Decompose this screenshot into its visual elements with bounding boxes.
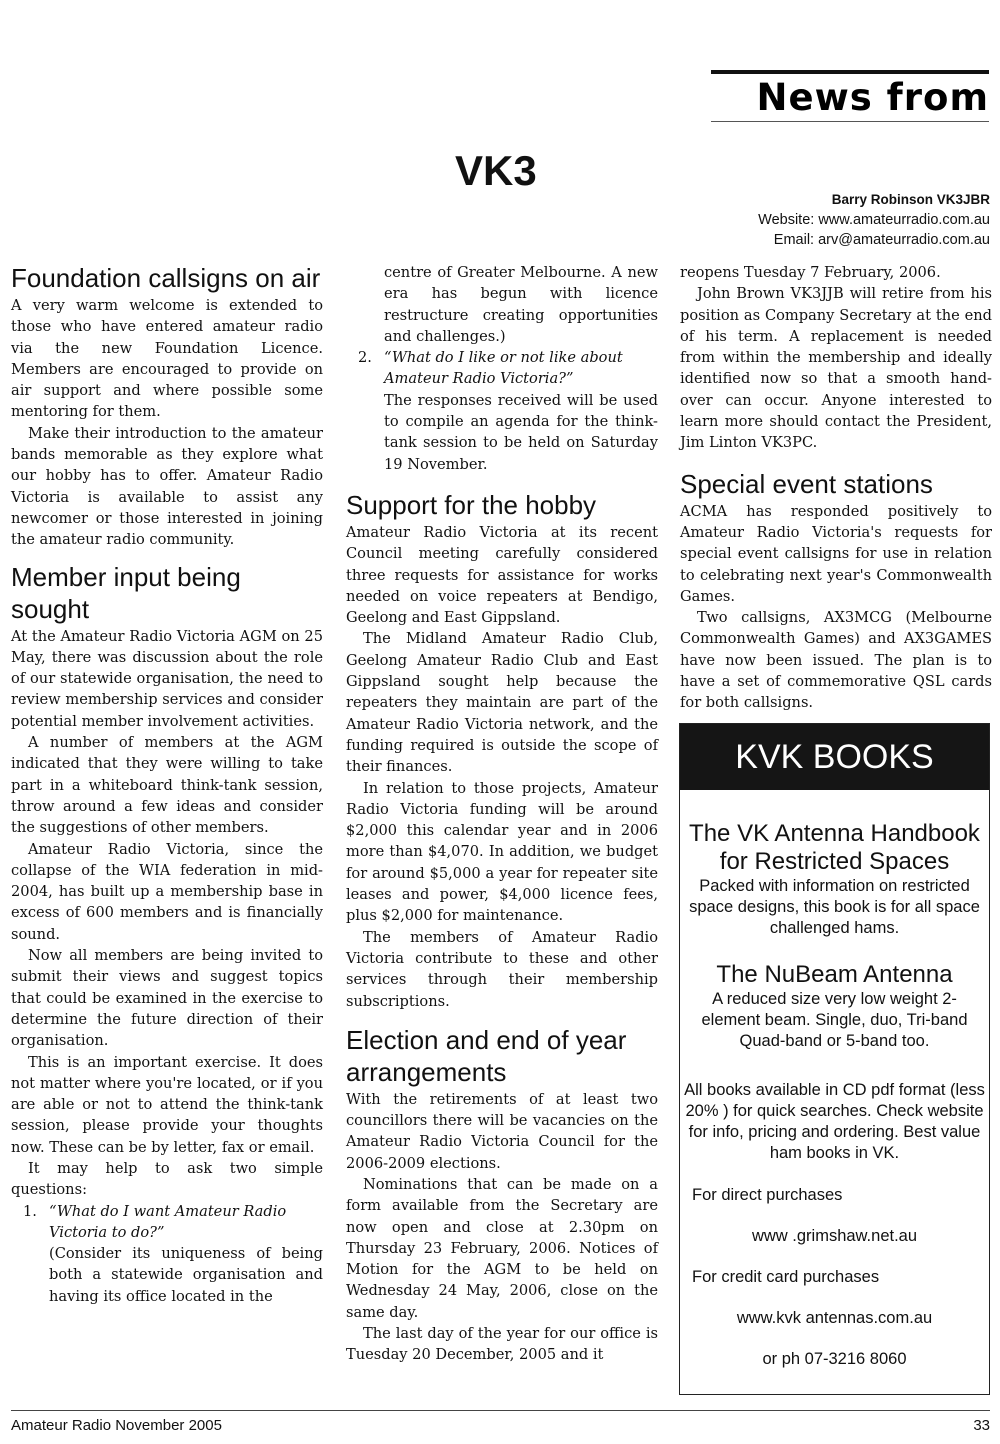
paragraph: This is an important exercise. It does not matter where you're located, or if you are able or not to attend the think-tank session, please provide your thoughts now. These can be by letter, fax or email.	[11, 1053, 323, 1156]
section-title: VK3	[455, 147, 537, 194]
paragraph: The members of Amateur Radio Victoria contribute to these and other services through their membership subscriptions.	[346, 928, 658, 1010]
column-2	[346, 262, 658, 1366]
column-1	[11, 262, 323, 1307]
ad-note: All books available in CD pdf format (less 20% ) for quick searches. Check website for info, pricing and ordering. Best value ham books in VK.	[684, 1081, 985, 1162]
ad-phone: or ph 07-3216 8060	[762, 1350, 907, 1368]
byline-email: Email: arv@amateurradio.com.au	[773, 232, 990, 248]
paragraph: A number of members at the AGM indicated that they were willing to take part in a whiteboard think-tank session, throw around a few ideas and consider the suggestions of other members.	[11, 734, 323, 837]
paragraph-continued: centre of Greater Melbourne. A new era has begun with licence restructure creating opportunities and challenges.)	[384, 264, 658, 345]
footer-publication: Amateur Radio November 2005	[11, 1417, 222, 1434]
ad-credit-url: www.kvk antennas.com.au	[736, 1309, 933, 1327]
paragraph: ACMA has responded positively to Amateur Radio Victoria's requests for special event callsigns for use in relation to celebrating next year's Commonwealth Games.	[680, 502, 992, 605]
heading-foundation-callsigns: Foundation callsigns on air	[11, 263, 321, 293]
question-text: “What do I like or not like about Amateur Radio Victoria?”	[384, 349, 623, 388]
question-note: (Consider its uniqueness of being both a statewide organisation and having its office located in the	[49, 1245, 323, 1305]
paragraph: Amateur Radio Victoria, since the collapse of the WIA federation in mid-2004, has built up a membership base in excess of 600 members and is financially sound.	[11, 840, 323, 943]
kvk-books-ad	[679, 723, 990, 1395]
paragraph: Two callsigns, AX3MCG (Melbourne Commonwealth Games) and AX3GAMES have now been issued. The plan is to have a set of commemorative QSL cards for both callsigns.	[680, 609, 992, 712]
paragraph: A very warm welcome is extended to those who have entered amateur radio via the new Foundation Licence. Members are encouraged to provide on air support and where possible some mentoring for them.	[11, 297, 323, 421]
page-footer	[11, 1410, 990, 1434]
paragraph: The last day of the year for our office is Tuesday 20 December, 2005 and it	[346, 1325, 658, 1364]
paragraph: In relation to those projects, Amateur Radio Victoria funding will be around $2,000 this calendar year and in 2006 more than $4,070. In addition, we budget for around $5,000 a year for repeater site leases and power, $4,000 licence fees, plus $2,000 for maintenance.	[346, 779, 658, 925]
paragraph: It may help to ask two simple questions:	[11, 1159, 323, 1199]
paragraph: Now all members are being invited to submit their views and suggest topics that could be examined in the exercise to determine the future direction of their organisation.	[11, 947, 323, 1050]
column-3	[680, 262, 992, 714]
ad-credit-label: For credit card purchases	[692, 1268, 880, 1286]
ad-book-1-title: The VK Antenna Handbook for Restricted Spaces	[689, 820, 980, 875]
masthead	[711, 70, 989, 122]
ad-book-1-description: Packed with information on restricted space designs, this book is for all space challenged hams.	[689, 877, 980, 937]
question-number: 1.	[23, 1202, 37, 1220]
byline	[758, 190, 990, 250]
ad-header: KVK BOOKS	[680, 724, 989, 790]
masthead-bar	[711, 70, 989, 74]
heading-support-hobby: Support for the hobby	[346, 489, 597, 520]
question-text: “What do I want Amateur Radio Victoria to do?”	[49, 1202, 287, 1241]
ad-book-2-title: The NuBeam Antenna	[716, 961, 953, 988]
heading-election: Election and end of year arrangements	[346, 1024, 627, 1087]
question-2	[346, 347, 658, 390]
paragraph: John Brown VK3JJB will retire from his position as Company Secretary at the end of his term. A replacement is needed from within the membership and ideally identified now so that a smooth hand-over can occur. Anyone interested to learn more should contact the President, Jim Linton VK3PC.	[680, 285, 992, 452]
paragraph-continued: reopens Tuesday 7 February, 2006.	[680, 264, 941, 281]
masthead-rule	[711, 121, 989, 122]
heading-special-event: Special event stations	[680, 468, 933, 499]
question-number: 2.	[358, 349, 372, 367]
paragraph: The Midland Amateur Radio Club, Geelong Amateur Radio Club and East Gippsland sought help because the repeaters they maintain are part of the Amateur Radio Victoria network, and the funding required is outside the scope of their finances.	[346, 630, 658, 776]
paragraph: Nominations that can be made on a form available from the Secretary are now open and close at 2.30pm on Thursday 23 February, 2006. Notices of Motion for the AGM to be held on Wednesday 24 May, 2006, close on the same day.	[346, 1175, 658, 1321]
question-note: The responses received will be used to compile an agenda for the think-tank session to be held on Saturday 19 November.	[384, 391, 658, 473]
paragraph: With the retirements of at least two councillors there will be vacancies on the Amateur Radio Victoria Council for the 2006-2009 elections.	[346, 1090, 658, 1172]
paragraph: Amateur Radio Victoria at its recent Council meeting carefully considered three requests for assistance for works needed on voice repeaters at Bendigo, Geelong and East Gippsland.	[346, 523, 658, 627]
ad-direct-label: For direct purchases	[692, 1186, 843, 1204]
paragraph: Make their introduction to the amateur bands memorable as they explore what our hobby has to offer. Amateur Radio Victoria is available to assist any newcomer or those interested in joining the amateur radio community.	[11, 424, 323, 549]
footer-page-number: 33	[973, 1417, 990, 1434]
heading-member-input: Member input being sought	[11, 561, 241, 624]
masthead-title: News from	[756, 76, 989, 119]
ad-book-2-description: A reduced size very low weight 2-element beam. Single, duo, Tri-band Quad-band or 5-band too.	[701, 990, 968, 1050]
ad-body	[680, 820, 989, 1369]
byline-author: Barry Robinson VK3JBR	[831, 192, 990, 207]
ad-direct-url: www .grimshaw.net.au	[751, 1227, 918, 1245]
paragraph: At the Amateur Radio Victoria AGM on 25 May, there was discussion about the role of our statewide organisation, the need to review membership services and consider potential member involvement activities.	[11, 627, 323, 730]
byline-website: Website: www.amateurradio.com.au	[758, 212, 990, 228]
question-1	[11, 1201, 323, 1244]
